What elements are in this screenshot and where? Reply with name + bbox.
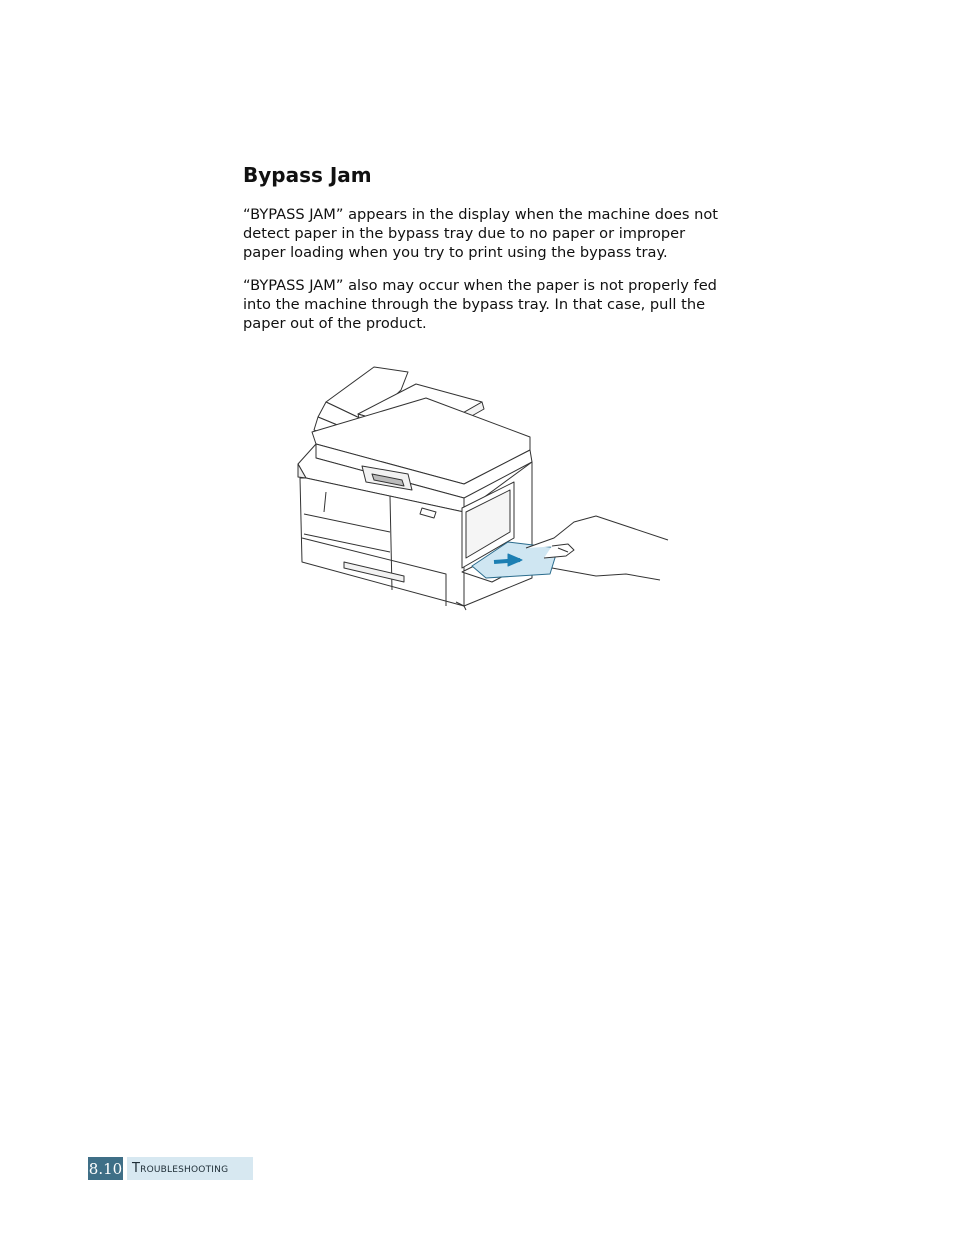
paragraph-2: “BYPASS JAM” also may occur when the paper is not properly fed into the machine through the bypass tray. In that case, pull the paper out of the product. xyxy=(243,277,717,332)
page-number: 8.10 xyxy=(88,1157,123,1180)
section-heading: Bypass Jam xyxy=(243,163,372,187)
main-content xyxy=(243,162,723,347)
section-name-label: Troubleshooting xyxy=(127,1157,253,1180)
paragraph-1: “BYPASS JAM” appears in the display when the machine does not detect paper in the bypass tray due to no paper or improper paper loading when you try to print using the bypass tray. xyxy=(243,206,719,261)
page-footer xyxy=(88,1157,253,1180)
printer-bypass-jam-illustration xyxy=(296,362,676,612)
